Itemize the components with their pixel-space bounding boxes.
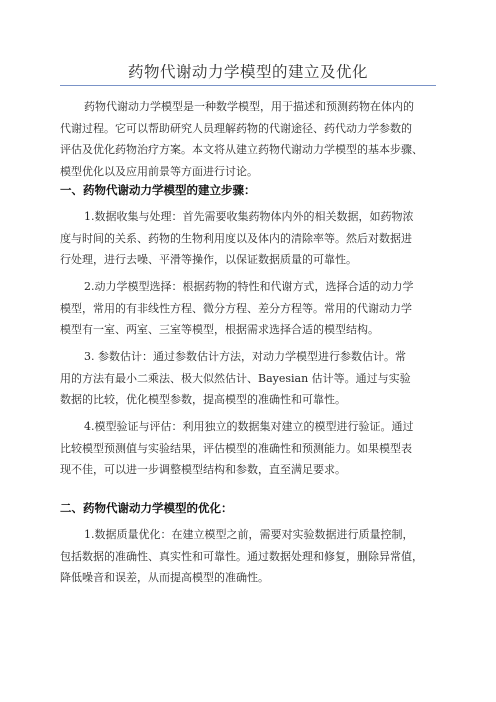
- title-divider: [60, 85, 436, 86]
- paragraph-line: 3. 参数估计：通过参数估计方法，对动力学模型进行参数估计。常: [84, 350, 406, 363]
- paragraph-line: 现不佳，可以进一步调整模型结构和参数，直至满足要求。: [60, 463, 346, 476]
- section-heading-1: 一、药物代谢动力学模型的建立步骤：: [60, 183, 256, 197]
- paragraph-line: 用的方法有最小二乘法、极大似然估计、Bayesian 估计等。通过与实验: [60, 371, 411, 385]
- paragraph-line: 评估及优化药物治疗方案。本文将从建立药物代谢动力学模型的基本步骤、: [60, 143, 423, 156]
- intro-paragraph: [60, 96, 442, 182]
- paragraph-line: 2.动力学模型选择：根据药物的特性和代谢方式，选择合适的动力学: [84, 280, 414, 293]
- paragraph-line: 1.数据收集与处理：首先需要收集药物体内外的相关数据，如药物浓: [84, 210, 414, 223]
- paragraph-line: 数据的比较，优化模型参数，提高模型的准确性和可靠性。: [60, 393, 346, 406]
- section1-item-1: [60, 206, 442, 271]
- paragraph-line: 代谢过程。它可以帮助研究人员理解药物的代谢途径、药代动力学参数的: [60, 121, 412, 135]
- document-title: 药物代谢动力学模型的建立及优化: [127, 63, 368, 81]
- paragraph-line: 1.数据质量优化：在建立模型之前，需要对实验数据进行质量控制，: [84, 528, 414, 541]
- section1-item-4: [60, 416, 442, 481]
- section-heading-2: 二、药物代谢动力学模型的优化：: [60, 501, 233, 515]
- paragraph-line: 行处理，进行去噪、平滑等操作，以保证数据质量的可靠性。: [60, 253, 357, 266]
- paragraph-line: 度与时间的关系、药物的生物利用度以及体内的清除率等。然后对数据进: [60, 231, 412, 245]
- section2-item-1: [60, 524, 442, 589]
- paragraph-line: 模型，常用的有非线性方程、微分方程、差分方程等。常用的代谢动力学: [60, 301, 412, 315]
- paragraph-line: 模型优化以及应用前景等方面进行讨论。: [60, 164, 258, 178]
- paragraph-line: 模型有一室、两室、三室等模型，根据需求选择合适的模型结构。: [60, 323, 379, 336]
- paragraph-line: 降低噪音和误差，从而提高模型的准确性。: [60, 571, 269, 584]
- paragraph-line: 比较模型预测值与实验结果，评估模型的准确性和预测能力。如果模型表: [60, 441, 412, 455]
- section1-item-3: [60, 346, 442, 411]
- paragraph-line: 药物代谢动力学模型是一种数学模型，用于描述和预测药物在体内的: [84, 100, 414, 113]
- section1-item-2: [60, 276, 442, 341]
- paragraph-line: 4.模型验证与评估：利用独立的数据集对建立的模型进行验证。通过: [84, 420, 414, 433]
- paragraph-line: 包括数据的准确性、真实性和可靠性。通过数据处理和修复，删除异常值，: [60, 549, 423, 563]
